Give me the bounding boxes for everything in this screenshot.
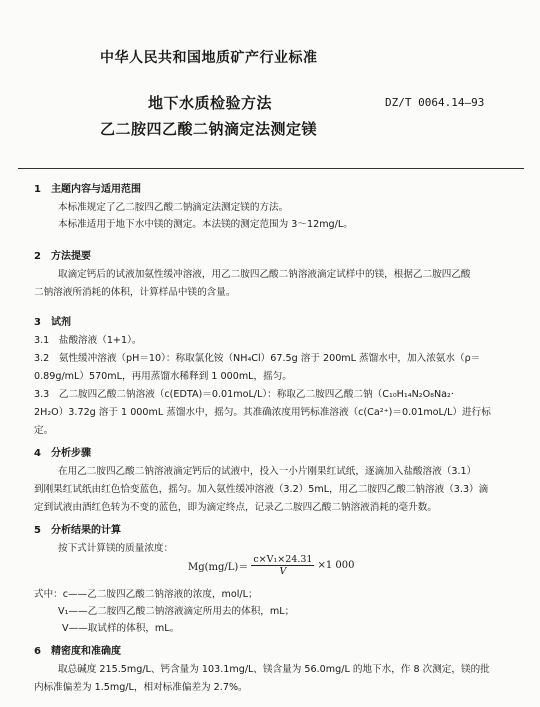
standard-number: DZ/T 0064.14—93: [385, 96, 485, 109]
formula-where-3: V——取试样的体积，mL。: [62, 623, 180, 634]
section-6-para-1: 取总碱度 215.5mg/L、钙含量为 103.1mg/L、镁含量为 56.0mg/L 的地下水，作 8 次测定，镁的批: [58, 664, 490, 675]
formula: [188, 554, 354, 577]
title-line-2: 乙二胺四乙酸二钠滴定法测定镁: [100, 120, 318, 138]
section-6-para-2: 内标准偏差为 1.5mg/L，相对标准偏差为 2.7%。: [34, 682, 248, 693]
publisher-line: 中华人民共和国地质矿产行业标准: [100, 50, 318, 66]
formula-numerator: c×V₁×24.31: [253, 554, 313, 565]
section-3-item-2-line-1: 3.2 氨性缓冲溶液（pH＝10）：称取氯化铵（NH₄Cl）67.5g 溶于 200mL 蒸馏水中，加入浓氨水（ρ＝: [34, 353, 481, 364]
section-3-item-1: 3.1 盐酸溶液（1+1）。: [34, 335, 142, 346]
section-3-item-3-line-3: 定。: [34, 425, 54, 436]
formula-where-1: 式中：c——乙二胺四乙酸二钠溶液的浓度，mol/L；: [34, 589, 258, 600]
section-3-item-3-line-1: 3.3 乙二胺四乙酸二钠溶液（c(EDTA)＝0.01moL/L）：称取乙二胺四乙酸二钠（C₁₀H₁₄N₂O₈Na₂·: [34, 389, 454, 400]
section-1-para-1: 本标准规定了乙二胺四乙酸二钠滴定法测定镁的方法。: [58, 202, 289, 213]
formula-tail: ×1 000: [317, 560, 355, 571]
formula-denominator: V: [279, 566, 287, 577]
formula-lhs: Mg(mg/L)＝: [188, 562, 249, 573]
section-2-heading: 2 方法提要: [34, 251, 91, 262]
section-4-para-3: 定到试液由酒红色转为不变的蓝色，即为滴定终点，记录乙二胺四乙酸二钠溶液消耗的毫升数。: [34, 502, 437, 513]
section-4-para-2: 到刚果红试纸由红色恰变蓝色，摇匀。加入氨性缓冲溶液（3.2）5mL，用乙二胺四乙酸二钠溶液（3.3）滴: [34, 484, 489, 495]
title-line-1: 地下水质检验方法: [148, 94, 273, 112]
section-1-heading: 1 主题内容与适用范围: [34, 184, 141, 195]
section-4-heading: 4 分析步骤: [34, 448, 91, 459]
section-5-heading: 5 分析结果的计算: [34, 525, 121, 536]
formula-where-2: V₁——乙二胺四乙酸二钠溶液滴定所用去的体积，mL；: [58, 606, 295, 617]
section-5-para-1: 按下式计算镁的质量浓度：: [58, 543, 174, 554]
section-3-heading: 3 试剂: [34, 317, 71, 328]
header-divider: [18, 168, 524, 169]
section-2-para-1: 取滴定钙后的试液加氨性缓冲溶液，用乙二胺四乙酸二钠溶液滴定试样中的镁，根据乙二胺四乙酸: [58, 269, 471, 280]
section-2-para-2: 二钠溶液所消耗的体积，计算样品中镁的含量。: [34, 287, 236, 298]
section-3-item-3-line-2: 2H₂O）3.72g 溶于 1 000mL 蒸馏水中，摇匀。其准确浓度用钙标准溶液（c(Ca²⁺)＝0.01moL/L）进行标: [34, 407, 491, 418]
section-3-item-2-line-2: 0.89g/mL）570mL，再用蒸馏水稀释到 1 000mL，摇匀。: [34, 371, 292, 382]
formula-fraction: [251, 554, 314, 577]
section-1-para-2: 本标准适用于地下水中镁的测定。本法镁的测定范围为 3～12mg/L。: [58, 219, 353, 230]
section-4-para-1: 在用乙二胺四乙酸二钠溶液滴定钙后的试液中，投入一小片刚果红试纸，逐滴加入盐酸溶液（3.1）: [58, 466, 477, 477]
section-6-heading: 6 精密度和准确度: [34, 646, 121, 657]
